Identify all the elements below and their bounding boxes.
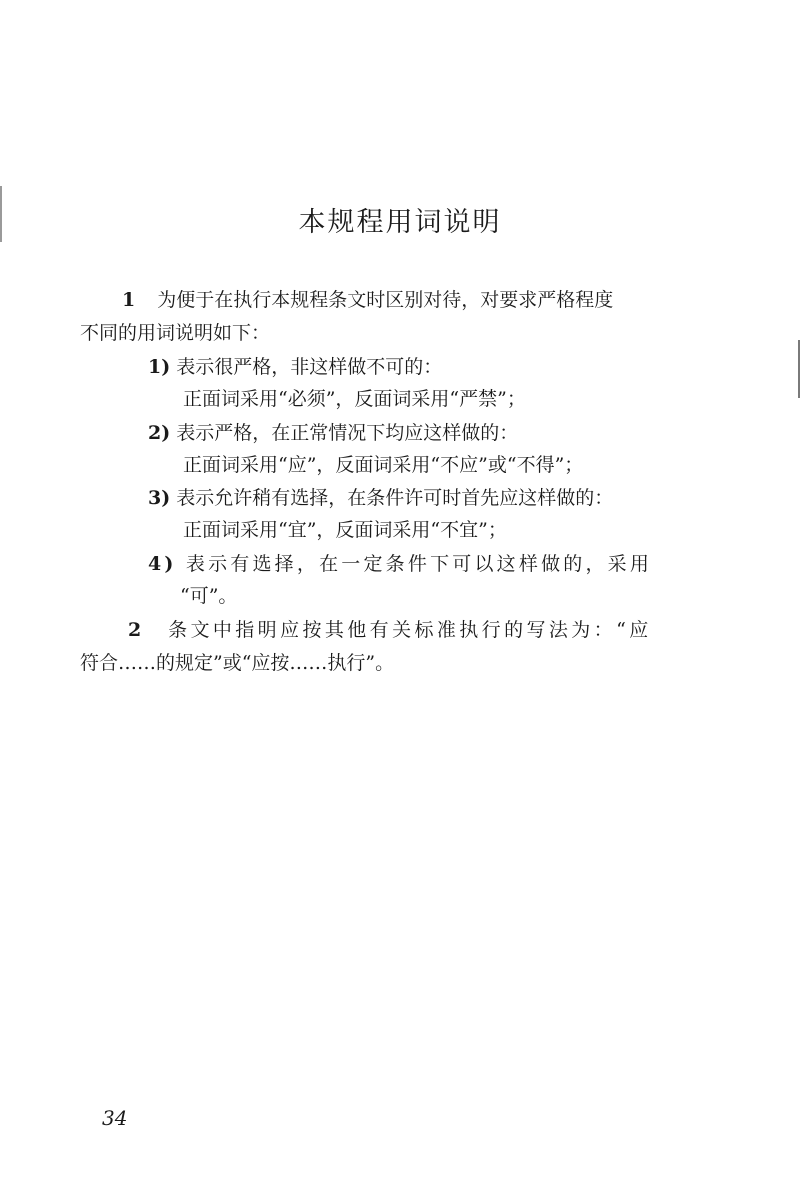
item-2-second-line: 符合……的规定”或“应按……执行”。 — [80, 652, 395, 674]
item-2-first-line — [128, 621, 652, 640]
subitem-text: 表示允许稍有选择，在条件许可时首先应这样做的： — [176, 487, 614, 509]
item-number: 1 — [122, 289, 136, 311]
subitem-4-detail: “可”。 — [180, 585, 238, 607]
item-text: 条文中指明应按其他有关标准执行的写法为：“应 — [168, 619, 652, 641]
subitem-1-detail: 正面词采用“必须”，反面词采用“严禁”； — [183, 388, 526, 410]
item-number: 2 — [128, 619, 145, 641]
subitem-1 — [148, 358, 442, 377]
subitem-2 — [148, 424, 518, 443]
page-number: 34 — [102, 1106, 128, 1130]
subitem-number: 1) — [148, 356, 171, 378]
subitem-number: 4) — [148, 553, 177, 575]
item-1-second-line: 不同的用词说明如下： — [80, 322, 271, 344]
subitem-text: 表示有选择，在一定条件下可以这样做的，采用 — [185, 553, 653, 575]
subitem-3-detail: 正面词采用“宜”，反面词采用“不宜”； — [183, 519, 507, 541]
subitem-text: 表示严格，在正常情况下均应这样做的： — [176, 422, 519, 444]
page-title: 本规程用词说明 — [298, 207, 502, 238]
subitem-4 — [148, 555, 652, 574]
item-1-first-line — [122, 291, 613, 310]
subitem-number: 3) — [148, 487, 171, 509]
subitem-number: 2) — [148, 422, 171, 444]
item-text: 为便于在执行本规程条文时区别对待，对要求严格程度 — [157, 289, 614, 311]
subitem-3 — [148, 489, 613, 508]
subitem-2-detail: 正面词采用“应”，反面词采用“不应”或“不得”； — [183, 454, 584, 476]
subitem-text: 表示很严格，非这样做不可的： — [176, 356, 443, 378]
